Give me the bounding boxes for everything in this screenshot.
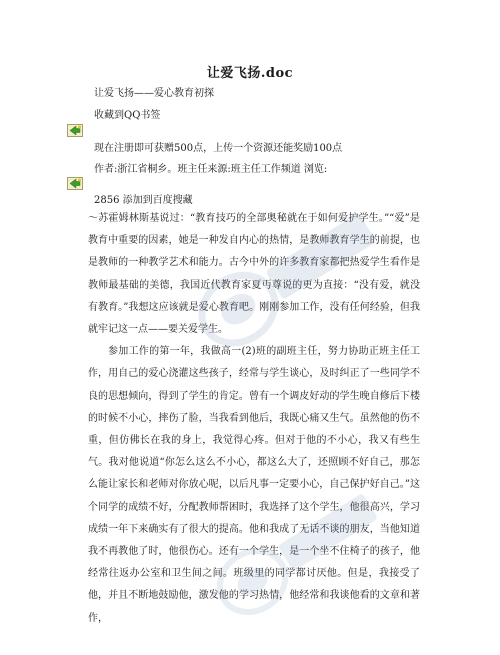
bookmark-arrow-icon[interactable] (67, 124, 83, 137)
author-line: 作者:浙江省桐乡。班主任来源:班主任工作频道 浏览: (94, 164, 328, 175)
paragraph-1: ～苏霍姆林斯基说过：“教育技巧的全部奥秘就在于如何爱护学生。”“爱”是教育中重要的因素，她是一种发自内心的热情，是教师教育学生的前提，也是教师的一种教学艺术和能力。古今中外的许多教育家都把热爱学生看作是教师最基础的美德，我国近代教育家夏丏尊说的更为直接：“没有爱，就没有教育。”我想这应该就是爱心教育吧。刚刚参加工作，没有任何经验，但我就牢记这一点——要关爱学生。 (88, 213, 420, 336)
article-body (88, 208, 420, 630)
paragraph-2: 参加工作的第一年，我做高一(2)班的副班主任，努力协助正班主任工作，用自己的爱心浇灌这些孩子，经常与学生谈心，及时纠正了一些同学不良的思想倾向，得到了学生的肯定。曾有一个调皮好动的学生晚自修后下楼的时候不小心，摔伤了脸，当我看到他后，我既心痛又生气。虽然他的伤不重，但仿佛长在我的身上，我觉得心疼。但对于他的不小心，我又有些生气。我对他说道“你怎么这么不小心，都这么大了，还照顾不好自己，那怎么能让家长和老师对你放心呢，以后凡事一定要小心，自己保护好自己。”这个同学的成绩不好，分配教师帮困时，我选择了这个学生，他很高兴，学习成绩一年下来确实有了很大的提高。他和我成了无话不谈的朋友，当他知道我不再教他了时，他很伤心。还有一个学生，是一个坐不住椅子的孩子，他经常往返办公室和卫生间之间。班级里的同学都讨厌他。但是，我接受了他，并且不断地鼓励他，激发他的学习热情，他经常和我谈他看的文章和著作， (88, 346, 420, 624)
register-notice: 现在注册即可获赠500点，上传一个资源还能奖励100点 (94, 143, 343, 154)
subtitle: 让爱飞扬——爱心教育初探 (94, 88, 214, 99)
baidu-favorite-link[interactable]: 2856 添加到百度搜藏 (94, 195, 193, 206)
document-title: 让爱飞扬.doc (206, 66, 294, 81)
bookmark-arrow-icon[interactable] (67, 177, 83, 190)
bookmark-link[interactable]: 收藏到QQ书签 (94, 110, 161, 121)
